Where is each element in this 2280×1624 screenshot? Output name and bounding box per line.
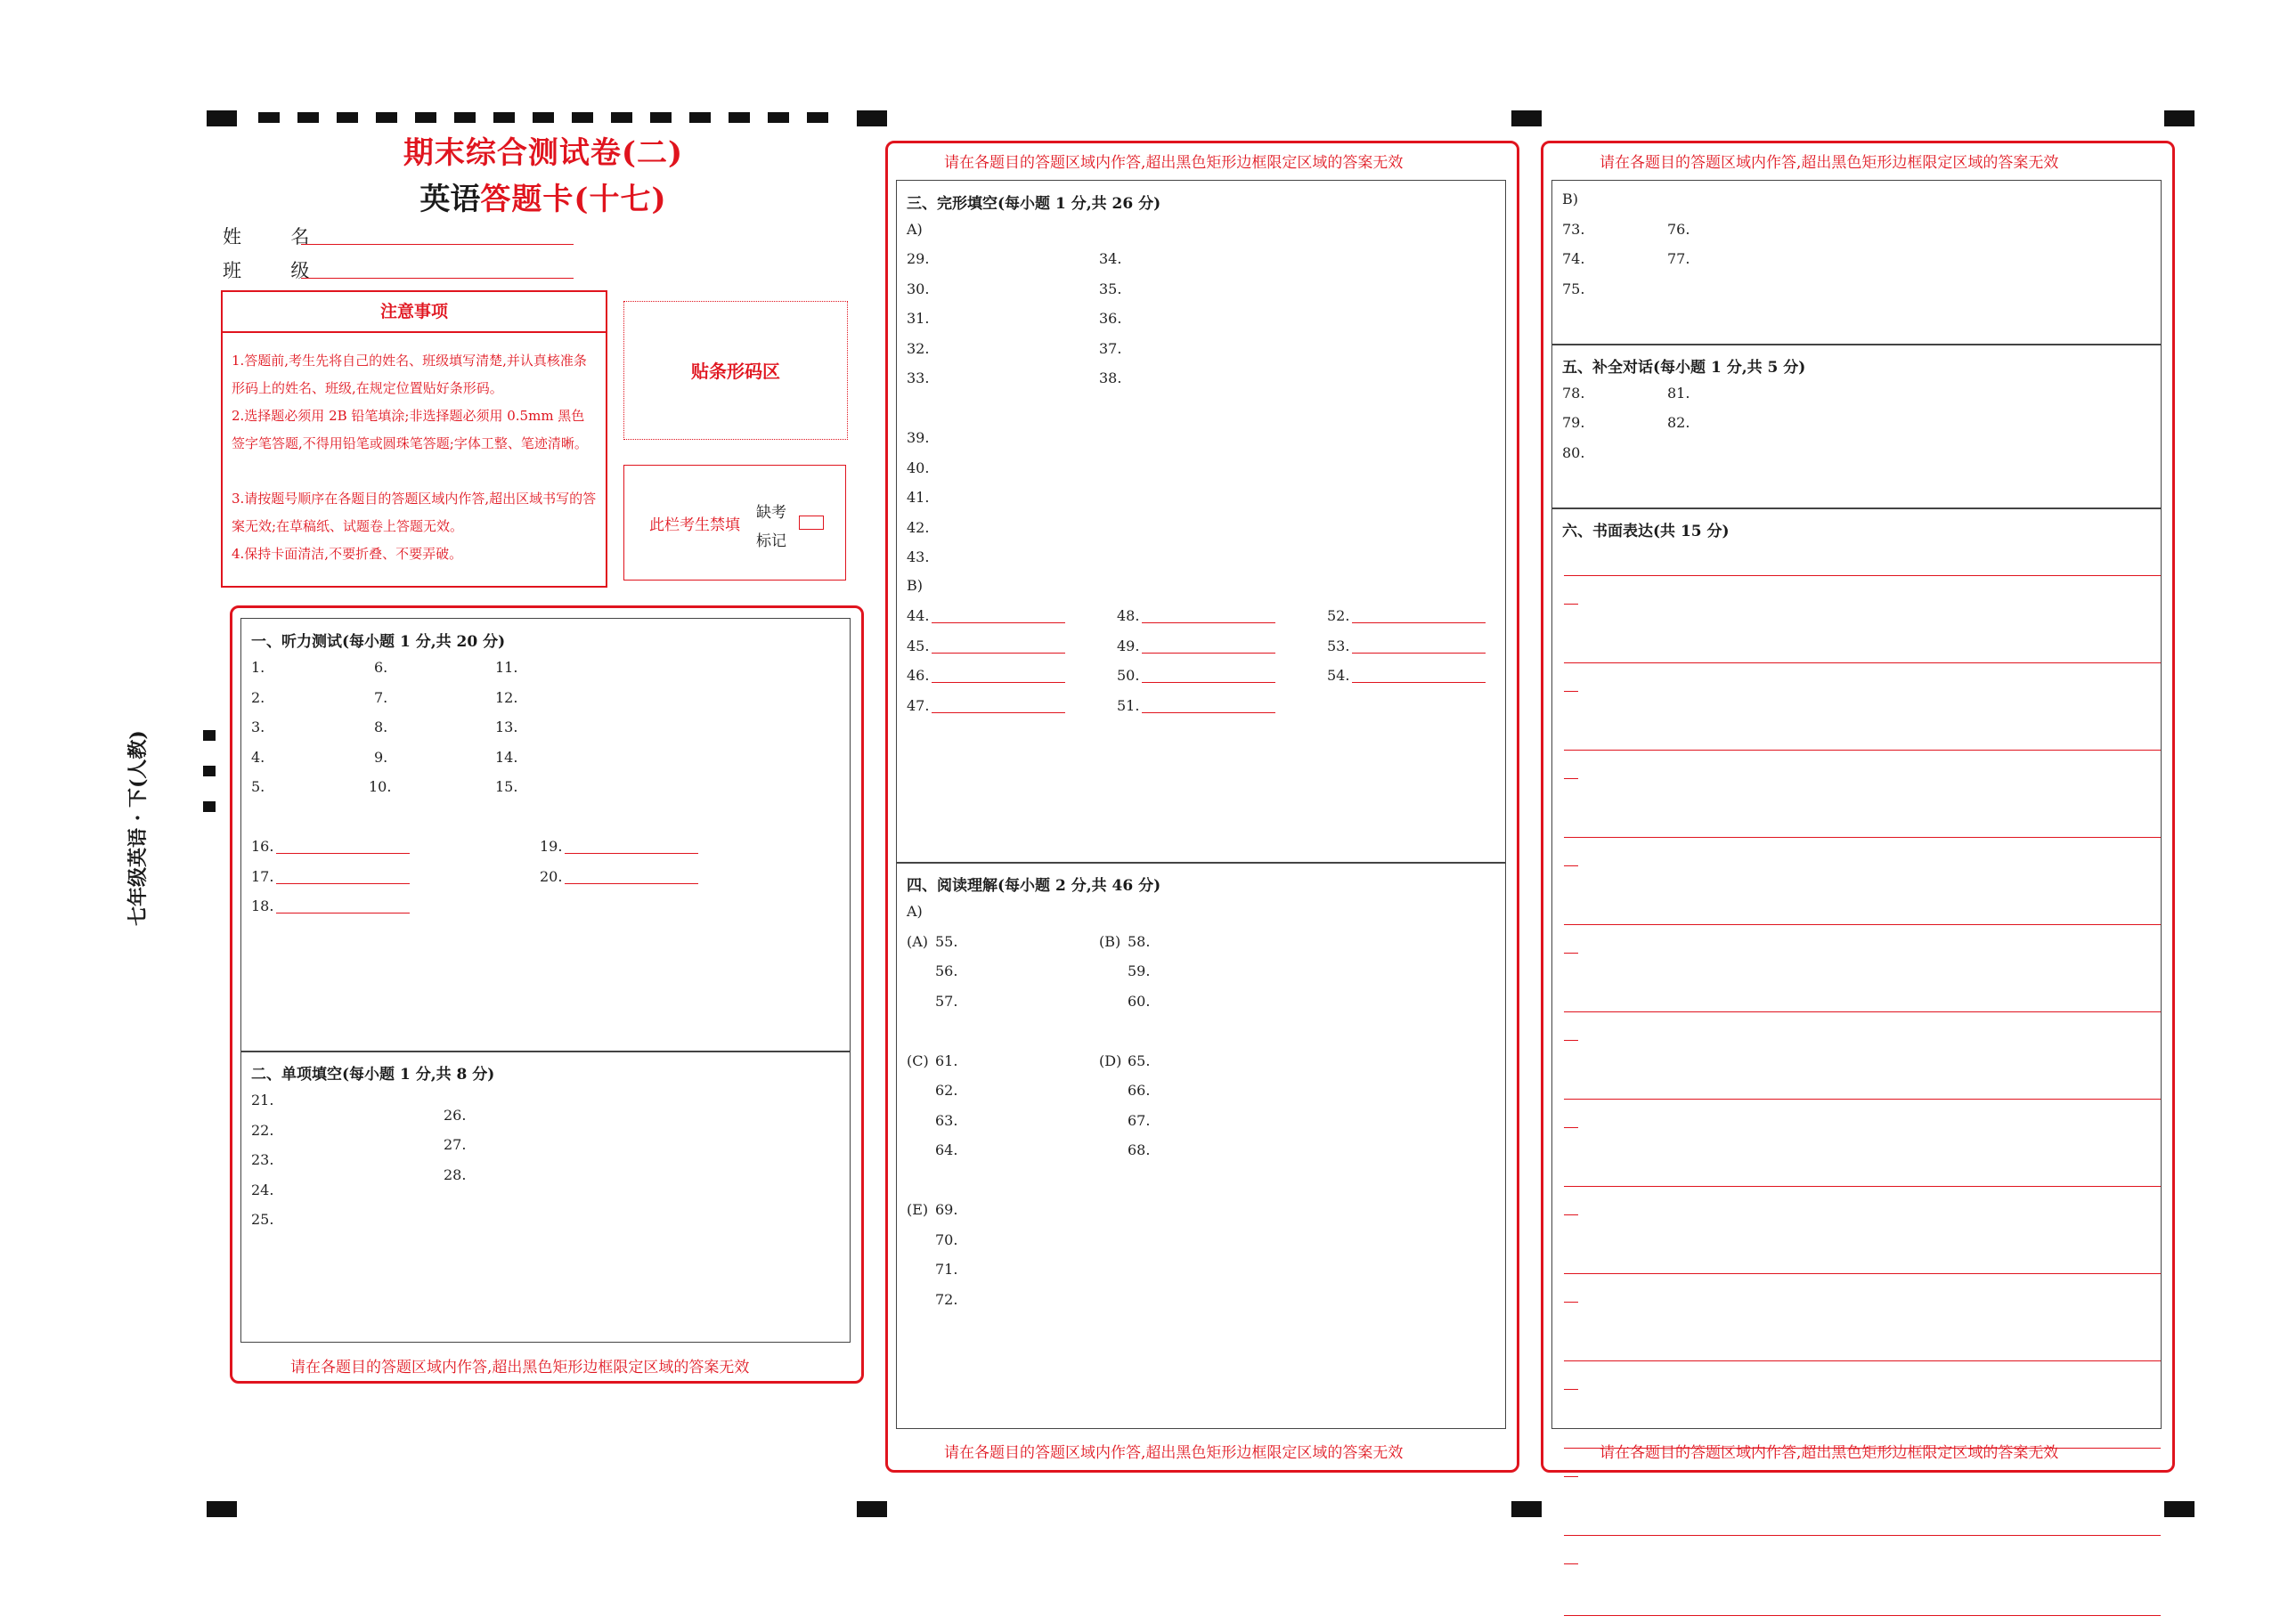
passage-b-label: (B) <box>1099 933 1121 950</box>
q65: 65. <box>1128 1052 1151 1069</box>
q70: 70. <box>935 1231 958 1248</box>
q12: 12. <box>495 689 518 706</box>
q13: 13. <box>495 719 518 735</box>
q48-blank[interactable] <box>1142 622 1275 623</box>
warning-left: 请在各题目的答题区域内作答,超出黑色矩形边框限定区域的答案无效 <box>290 1359 750 1376</box>
writing-line-8-stub <box>1564 1214 1578 1215</box>
exam-title: 期末综合测试卷(二) <box>403 135 684 171</box>
q43: 43. <box>907 548 930 565</box>
q44-blank[interactable] <box>932 622 1065 623</box>
q64: 64. <box>935 1141 958 1158</box>
name-label: 姓 名 <box>223 226 322 248</box>
passage-e-label: (E) <box>907 1201 929 1218</box>
section1-title: 一、听力测试(每小题 1 分,共 20 分) <box>251 633 506 651</box>
writing-line-7-stub <box>1564 1127 1578 1128</box>
q80: 80. <box>1562 444 1585 461</box>
q63: 63. <box>935 1112 958 1129</box>
q47-blank[interactable] <box>932 712 1065 713</box>
corner-mark-bottom-left <box>207 1501 237 1517</box>
absent-mark-line2: 标记 <box>756 532 786 550</box>
q18: 18. <box>251 897 274 914</box>
class-field[interactable] <box>301 278 574 279</box>
q27: 27. <box>444 1136 467 1153</box>
q32: 32. <box>907 340 930 357</box>
passage-a-label: (A) <box>907 933 929 950</box>
q74: 74. <box>1562 250 1585 267</box>
section4-box <box>896 862 1506 1429</box>
q82: 82. <box>1667 414 1690 431</box>
notice-box <box>221 290 607 588</box>
q50: 50. <box>1117 667 1140 684</box>
q72: 72. <box>935 1291 958 1308</box>
writing-line-8[interactable] <box>1564 1186 2161 1187</box>
q61: 61. <box>935 1052 958 1069</box>
q59: 59. <box>1128 962 1151 979</box>
q45: 45. <box>907 637 930 654</box>
q42: 42. <box>907 519 930 536</box>
passage-d-label: (D) <box>1099 1052 1122 1069</box>
q19-blank[interactable] <box>565 853 698 854</box>
q20: 20. <box>540 868 563 885</box>
q46: 46. <box>907 667 930 684</box>
writing-line-2-stub <box>1564 691 1578 692</box>
section2-box <box>240 1051 851 1343</box>
q5: 5. <box>251 778 265 795</box>
q69: 69. <box>935 1201 958 1218</box>
writing-line-6-stub <box>1564 1040 1578 1041</box>
q56: 56. <box>935 962 958 979</box>
q15: 15. <box>495 778 518 795</box>
section3-title: 三、完形填空(每小题 1 分,共 26 分) <box>907 195 1161 213</box>
writing-line-9-stub <box>1564 1302 1578 1303</box>
q4: 4. <box>251 749 265 766</box>
writing-line-4[interactable] <box>1564 837 2161 838</box>
q3: 3. <box>251 719 265 735</box>
q35: 35. <box>1099 280 1122 297</box>
q11: 11. <box>495 659 518 676</box>
section3-part-a: A) <box>907 221 923 238</box>
corner-mark-top-left <box>207 110 237 126</box>
section6-box <box>1551 508 2162 1429</box>
notice-item-2: 2.选择题必须用 2B 铅笔填涂;非选择题必须用 0.5mm 黑色签字笔答题,不得用铅笔或圆珠笔答题;字体工整、笔迹清晰。 <box>232 408 588 451</box>
q51-blank[interactable] <box>1142 712 1275 713</box>
section4-part-b: B) <box>1562 191 1578 207</box>
q26: 26. <box>444 1107 467 1124</box>
q21: 21. <box>251 1092 274 1108</box>
q17: 17. <box>251 868 274 885</box>
q53-blank[interactable] <box>1352 653 1486 654</box>
q58: 58. <box>1128 933 1151 950</box>
q81: 81. <box>1667 385 1690 402</box>
writing-line-1[interactable] <box>1564 575 2161 576</box>
q47: 47. <box>907 697 930 714</box>
writing-line-11[interactable] <box>1564 1448 2161 1449</box>
corner-mark-bottom-mid2 <box>1511 1501 1542 1517</box>
absent-label: 此栏考生禁填 <box>649 516 740 534</box>
q28: 28. <box>444 1166 467 1183</box>
section6-title: 六、书面表达(共 15 分) <box>1562 523 1730 540</box>
q75: 75. <box>1562 280 1585 297</box>
section4-title: 四、阅读理解(每小题 2 分,共 46 分) <box>907 877 1161 895</box>
q6: 6. <box>374 659 388 676</box>
q40: 40. <box>907 459 930 476</box>
q14: 14. <box>495 749 518 766</box>
writing-line-4-stub <box>1564 865 1578 866</box>
q18-blank[interactable] <box>276 913 410 914</box>
q1: 1. <box>251 659 265 676</box>
q48: 48. <box>1117 607 1140 624</box>
warning-middle-top: 请在各题目的答题区域内作答,超出黑色矩形边框限定区域的答案无效 <box>944 154 1404 172</box>
q36: 36. <box>1099 310 1122 327</box>
writing-line-10-stub <box>1564 1389 1578 1390</box>
section4b-box <box>1551 180 2162 345</box>
q45-blank[interactable] <box>932 653 1065 654</box>
q41: 41. <box>907 489 930 506</box>
notice-item-3: 3.请按题号顺序在各题目的答题区域内作答,超出区域书写的答案无效;在草稿纸、试题卷上答题无效。 <box>232 491 597 534</box>
section3-box <box>896 180 1506 864</box>
writing-line-9[interactable] <box>1564 1273 2161 1274</box>
q54-blank[interactable] <box>1352 682 1486 683</box>
q78: 78. <box>1562 385 1585 402</box>
q34: 34. <box>1099 250 1122 267</box>
q2: 2. <box>251 689 265 706</box>
q49: 49. <box>1117 637 1140 654</box>
q67: 67. <box>1128 1112 1151 1129</box>
q50-blank[interactable] <box>1142 682 1275 683</box>
writing-line-6[interactable] <box>1564 1011 2161 1012</box>
writing-line-10[interactable] <box>1564 1360 2161 1361</box>
q79: 79. <box>1562 414 1585 431</box>
corner-mark-bottom-right <box>2164 1501 2194 1517</box>
passage-c-label: (C) <box>907 1052 929 1069</box>
q49-blank[interactable] <box>1142 653 1275 654</box>
corner-mark-top-mid2 <box>1511 110 1542 126</box>
warning-right-top: 请在各题目的答题区域内作答,超出黑色矩形边框限定区域的答案无效 <box>1600 154 2059 172</box>
q77: 77. <box>1667 250 1690 267</box>
barcode-label: 贴条形码区 <box>691 361 780 382</box>
writing-line-13[interactable] <box>1564 1615 2161 1616</box>
q31: 31. <box>907 310 930 327</box>
q38: 38. <box>1099 369 1122 386</box>
notice-item-1: 1.答题前,考生先将自己的姓名、班级填写清楚,并认真核准条形码上的姓名、班级,在规定位置贴好条形码。 <box>232 353 587 396</box>
absent-box <box>623 465 846 581</box>
q24: 24. <box>251 1181 274 1198</box>
q66: 66. <box>1128 1082 1151 1099</box>
q20-blank[interactable] <box>565 883 698 884</box>
q71: 71. <box>935 1261 958 1278</box>
notice-item-4: 4.保持卡面清洁,不要折叠、不要弄破。 <box>232 546 463 562</box>
section4-part-a: A) <box>907 903 923 920</box>
q10: 10. <box>369 778 392 795</box>
q37: 37. <box>1099 340 1122 357</box>
barcode-area <box>623 301 848 440</box>
card-subtitle <box>392 175 695 218</box>
q19: 19. <box>540 838 563 855</box>
writing-line-11-stub <box>1564 1476 1578 1477</box>
q30: 30. <box>907 280 930 297</box>
warning-right-bottom: 请在各题目的答题区域内作答,超出黑色矩形边框限定区域的答案无效 <box>1600 1444 2059 1462</box>
q51: 51. <box>1117 697 1140 714</box>
side-mark-3 <box>203 801 216 812</box>
notice-title: 注意事项 <box>223 292 606 333</box>
corner-mark-bottom-mid1 <box>857 1501 887 1517</box>
corner-mark-top-right <box>2164 110 2194 126</box>
q68: 68. <box>1128 1141 1151 1158</box>
q33: 33. <box>907 369 930 386</box>
section3-part-b: B) <box>907 577 923 594</box>
section2-title: 二、单项填空(每小题 1 分,共 8 分) <box>251 1066 495 1084</box>
writing-line-5-stub <box>1564 953 1578 954</box>
q60: 60. <box>1128 993 1151 1010</box>
absent-mark-line1: 缺考 <box>756 504 786 522</box>
q16-blank[interactable] <box>276 853 410 854</box>
warning-middle-bottom: 请在各题目的答题区域内作答,超出黑色矩形边框限定区域的答案无效 <box>944 1444 1404 1462</box>
side-mark-2 <box>203 766 216 776</box>
q23: 23. <box>251 1151 274 1168</box>
q9: 9. <box>374 749 388 766</box>
q39: 39. <box>907 429 930 446</box>
q62: 62. <box>935 1082 958 1099</box>
section5-title: 五、补全对话(每小题 1 分,共 5 分) <box>1562 359 1806 377</box>
q22: 22. <box>251 1122 274 1139</box>
writing-line-3[interactable] <box>1564 750 2161 751</box>
writing-line-7[interactable] <box>1564 1099 2161 1100</box>
q57: 57. <box>935 993 958 1010</box>
q55: 55. <box>935 933 958 950</box>
timing-marks-top <box>258 112 837 123</box>
card-number: 答题卡(十七) <box>480 182 667 217</box>
writing-line-2[interactable] <box>1564 662 2161 663</box>
name-field[interactable] <box>301 244 574 245</box>
corner-mark-top-mid1 <box>857 110 887 126</box>
subject-label: 英语 <box>419 182 481 217</box>
q16: 16. <box>251 838 274 855</box>
writing-line-1-stub <box>1564 604 1578 605</box>
writing-line-3-stub <box>1564 778 1578 779</box>
q7: 7. <box>374 689 388 706</box>
class-label: 班 级 <box>223 260 322 281</box>
section1-box <box>240 618 851 1052</box>
side-label: 七年级英语 · 下(人教) <box>126 730 150 926</box>
q76: 76. <box>1667 221 1690 238</box>
q44: 44. <box>907 607 930 624</box>
q46-blank[interactable] <box>932 682 1065 683</box>
side-mark-1 <box>203 730 216 741</box>
q53: 53. <box>1327 637 1350 654</box>
q52: 52. <box>1327 607 1350 624</box>
writing-line-12-stub <box>1564 1563 1578 1564</box>
q8: 8. <box>374 719 388 735</box>
absent-checkbox[interactable] <box>799 516 824 530</box>
writing-line-12[interactable] <box>1564 1535 2161 1536</box>
q25: 25. <box>251 1211 274 1228</box>
writing-line-5[interactable] <box>1564 924 2161 925</box>
q73: 73. <box>1562 221 1585 238</box>
q17-blank[interactable] <box>276 883 410 884</box>
q29: 29. <box>907 250 930 267</box>
q52-blank[interactable] <box>1352 622 1486 623</box>
q54: 54. <box>1327 667 1350 684</box>
